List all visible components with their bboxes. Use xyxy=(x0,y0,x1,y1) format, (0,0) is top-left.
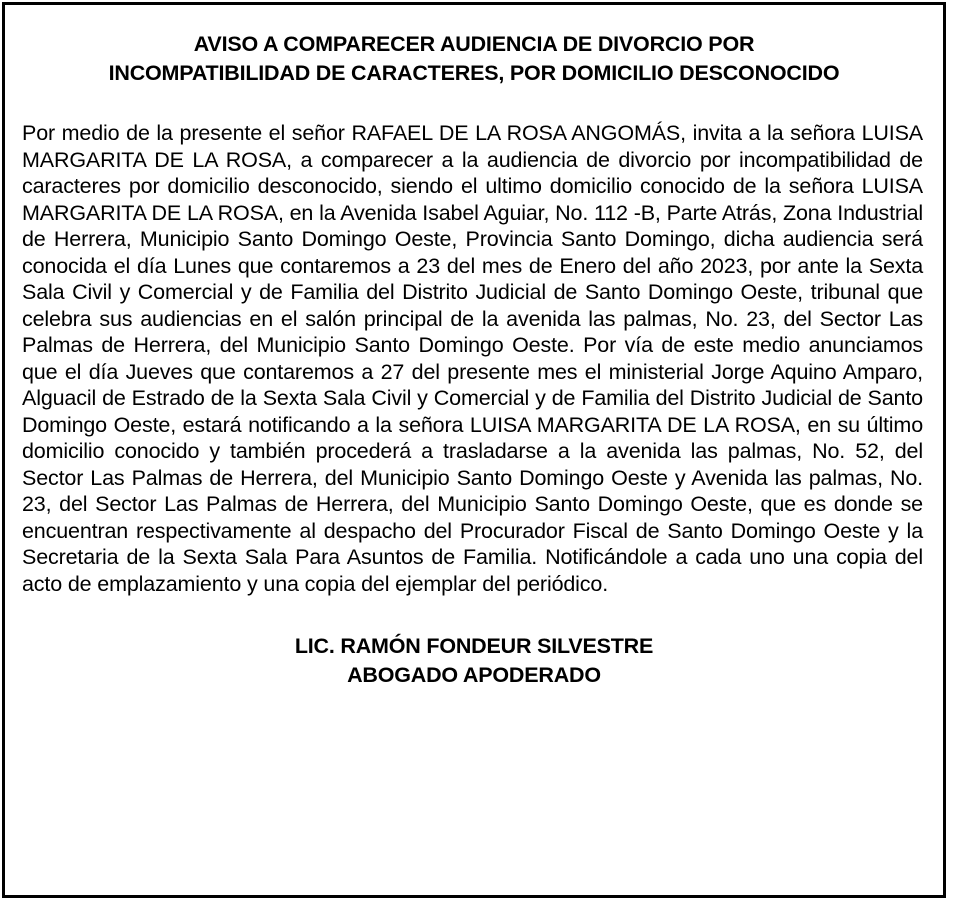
notice-body: Por medio de la presente el señor RAFAEL DE LA ROSA ANGOMÁS, invita a la señora LUISA MARGARITA DE LA ROSA, a comparecer a la audiencia de divorcio por incompatibilidad de caracteres por domicilio desconocido, siendo el ultimo domicilio conocido de la señora LUISA MARGARITA DE LA ROSA, en la Avenida Isabel Aguiar, No. 112 -B, Parte Atrás, Zona Industrial de Herrera, Municipio Santo Domingo Oeste, Provincia Santo Domingo, dicha audiencia será conocida el día Lunes que contaremos a 23 del mes de Enero del año 2023, por ante la Sexta Sala Civil y Comercial y de Familia del Distrito Judicial de Santo Domingo Oeste, tribunal que celebra sus audiencias en el salón principal de la avenida las palmas, No. 23, del Sector Las Palmas de Herrera, del Municipio Santo Domingo Oeste. Por vía de este medio anunciamos que el día Jueves que contaremos a 27 del presente mes el ministerial Jorge Aquino Amparo, Alguacil de Estrado de la Sexta Sala Civil y Comercial y de Familia del Distrito Judicial de Santo Domingo Oeste, estará notificando a la señora LUISA MARGARITA DE LA ROSA, en su último domicilio conocido y también procederá a trasladarse a la avenida las palmas, No. 52, del Sector Las Palmas de Herrera, del Municipio Santo Domingo Oeste y Avenida las palmas, No. 23, del Sector Las Palmas de Herrera, del Municipio Santo Domingo Oeste, que es donde se encuentran respectivamente al despacho del Procurador Fiscal de Santo Domingo Oeste y la Secretaria de la Sexta Sala Para Asuntos de Familia. Notificándole a cada uno una copia del acto de emplazamiento y una copia del ejemplar del periódico. xyxy=(22,121,923,596)
signature-block xyxy=(5,632,943,690)
signature-role: ABOGADO APODERADO xyxy=(347,663,601,687)
signature-name: LIC. RAMÓN FONDEUR SILVESTRE xyxy=(294,634,654,658)
legal-notice xyxy=(2,2,946,898)
notice-title: AVISO A COMPARECER AUDIENCIA DE DIVORCIO POR INCOMPATIBILIDAD DE CARACTERES, POR DOMICILIO DESCONOCIDO xyxy=(108,32,840,85)
